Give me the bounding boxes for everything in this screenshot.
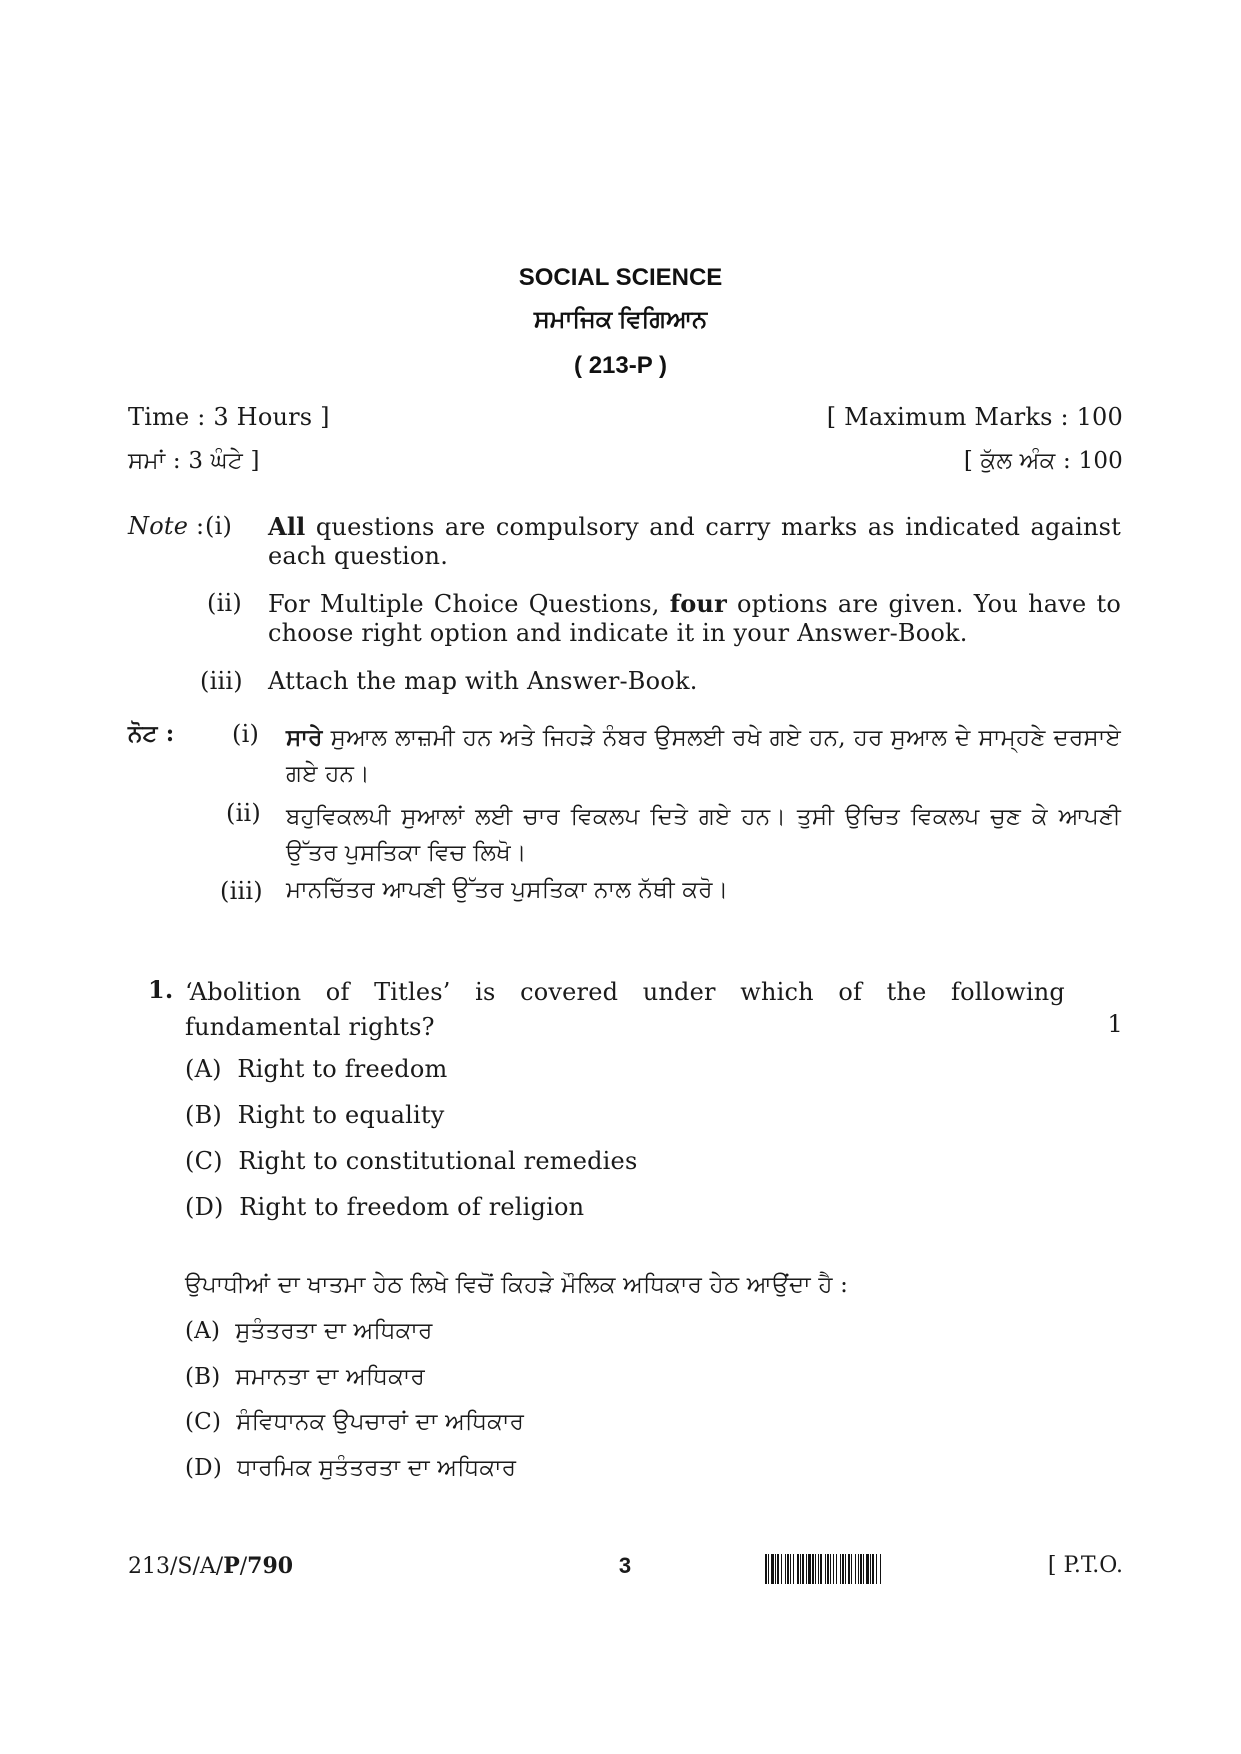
note-pa-1-num: (i) [232, 720, 260, 748]
note-en-1-text: All questions are compulsory and carry marks as indicated against each question. [268, 512, 1121, 570]
subject-title-english: SOCIAL SCIENCE [518, 264, 723, 291]
note-pa-3-text: ਮਾਨਚਿੱਤਰ ਆਪਣੀ ਉੱਤਰ ਪੁਸਤਿਕਾ ਨਾਲ ਨੱਥੀ ਕਰੋ। [286, 877, 729, 903]
option-en-c: (C) Right to constitutional remedies [185, 1147, 638, 1175]
time-punjabi: ਸਮਾਂ : 3 ਘੰਟੇ ] [128, 448, 260, 474]
pto-label: [ P.T.O. [1047, 1553, 1123, 1578]
option-en-d: (D) Right to freedom of religion [185, 1193, 585, 1221]
note-en-3-num: (iii) [200, 667, 243, 695]
option-en-b: (B) Right to equality [185, 1101, 445, 1129]
time-english: Time : 3 Hours ] [128, 403, 330, 431]
page-number: 3 [618, 1553, 632, 1578]
question-1-number: 1. [148, 975, 174, 1004]
question-1-text-english: ‘Abolition of Titles’ is covered under which of the following fundamental rights? [185, 978, 1065, 1041]
barcode [765, 1554, 882, 1584]
note-label-punjabi: ਨੋਟ : [128, 720, 175, 747]
note-en-1-num: (i) [205, 512, 233, 540]
note-label-english: Note : [128, 512, 205, 540]
question-1-marks: 1 [1107, 1010, 1123, 1038]
note-pa-2-text: ਬਹੁਵਿਕਲਪੀ ਸੁਆਲਾਂ ਲਈ ਚਾਰ ਵਿਕਲਪ ਦਿਤੇ ਗਏ ਹਨ। ਤੁਸੀ ਉਚਿਤ ਵਿਕਲਪ ਚੁਣ ਕੇ ਆਪਣੀ ਉੱਤਰ ਪੁਸਤਿਕਾ ਵਿਚ ਲਿਖੋ। [286, 804, 1121, 866]
barcode-bar [881, 1554, 882, 1584]
note-en-3-text: Attach the map with Answer-Book. [268, 667, 698, 695]
note-en-2-num: (ii) [207, 589, 242, 617]
option-pa-a: (A) ਸੁਤੰਤਰਤਾ ਦਾ ਅਧਿਕਾਰ [185, 1318, 433, 1344]
note-pa-1-text: ਸਾਰੇ ਸੁਆਲ ਲਾਜ਼ਮੀ ਹਨ ਅਤੇ ਜਿਹੜੇ ਨੰਬਰ ਉਸਲਈ ਰਖੇ ਗਏ ਹਨ, ਹਰ ਸੁਆਲ ਦੇ ਸਾਮ੍ਹਣੇ ਦਰਸਾਏ ਗਏ ਹਨ। [286, 724, 1121, 787]
note-pa-2-num: (ii) [226, 799, 261, 827]
option-pa-b: (B) ਸਮਾਨਤਾ ਦਾ ਅਧਿਕਾਰ [185, 1364, 426, 1390]
option-en-a: (A) Right to freedom [185, 1055, 448, 1083]
note-pa-3-num: (iii) [220, 877, 263, 905]
subject-title-punjabi: ਸਮਾਜਿਕ ਵਿਗਿਆਨ [533, 306, 708, 333]
question-1-text-punjabi: ਉਪਾਧੀਆਂ ਦਾ ਖਾਤਮਾ ਹੇਠ ਲਿਖੇ ਵਿਚੋਂ ਕਿਹੜੇ ਮੌਲਿਕ ਅਧਿਕਾਰ ਹੇਠ ਆਉਂਦਾ ਹੈ : [185, 1272, 849, 1298]
marks-punjabi: [ ਕੁੱਲ ਅੰਕ : 100 [963, 448, 1123, 474]
paper-code: ( 213-P ) [574, 352, 667, 379]
paper-footer-code: 213/S/A/P/790 [128, 1553, 294, 1579]
note-en-2-text: For Multiple Choice Questions, four options are given. You have to choose right option and indicate it in your Answer-Book. [268, 589, 1121, 647]
option-pa-d: (D) ਧਾਰਮਿਕ ਸੁਤੰਤਰਤਾ ਦਾ ਅਧਿਕਾਰ [185, 1455, 517, 1481]
option-pa-c: (C) ਸੰਵਿਧਾਨਕ ਉਪਚਾਰਾਂ ਦਾ ਅਧਿਕਾਰ [185, 1409, 525, 1435]
marks-english: [ Maximum Marks : 100 [826, 403, 1123, 431]
